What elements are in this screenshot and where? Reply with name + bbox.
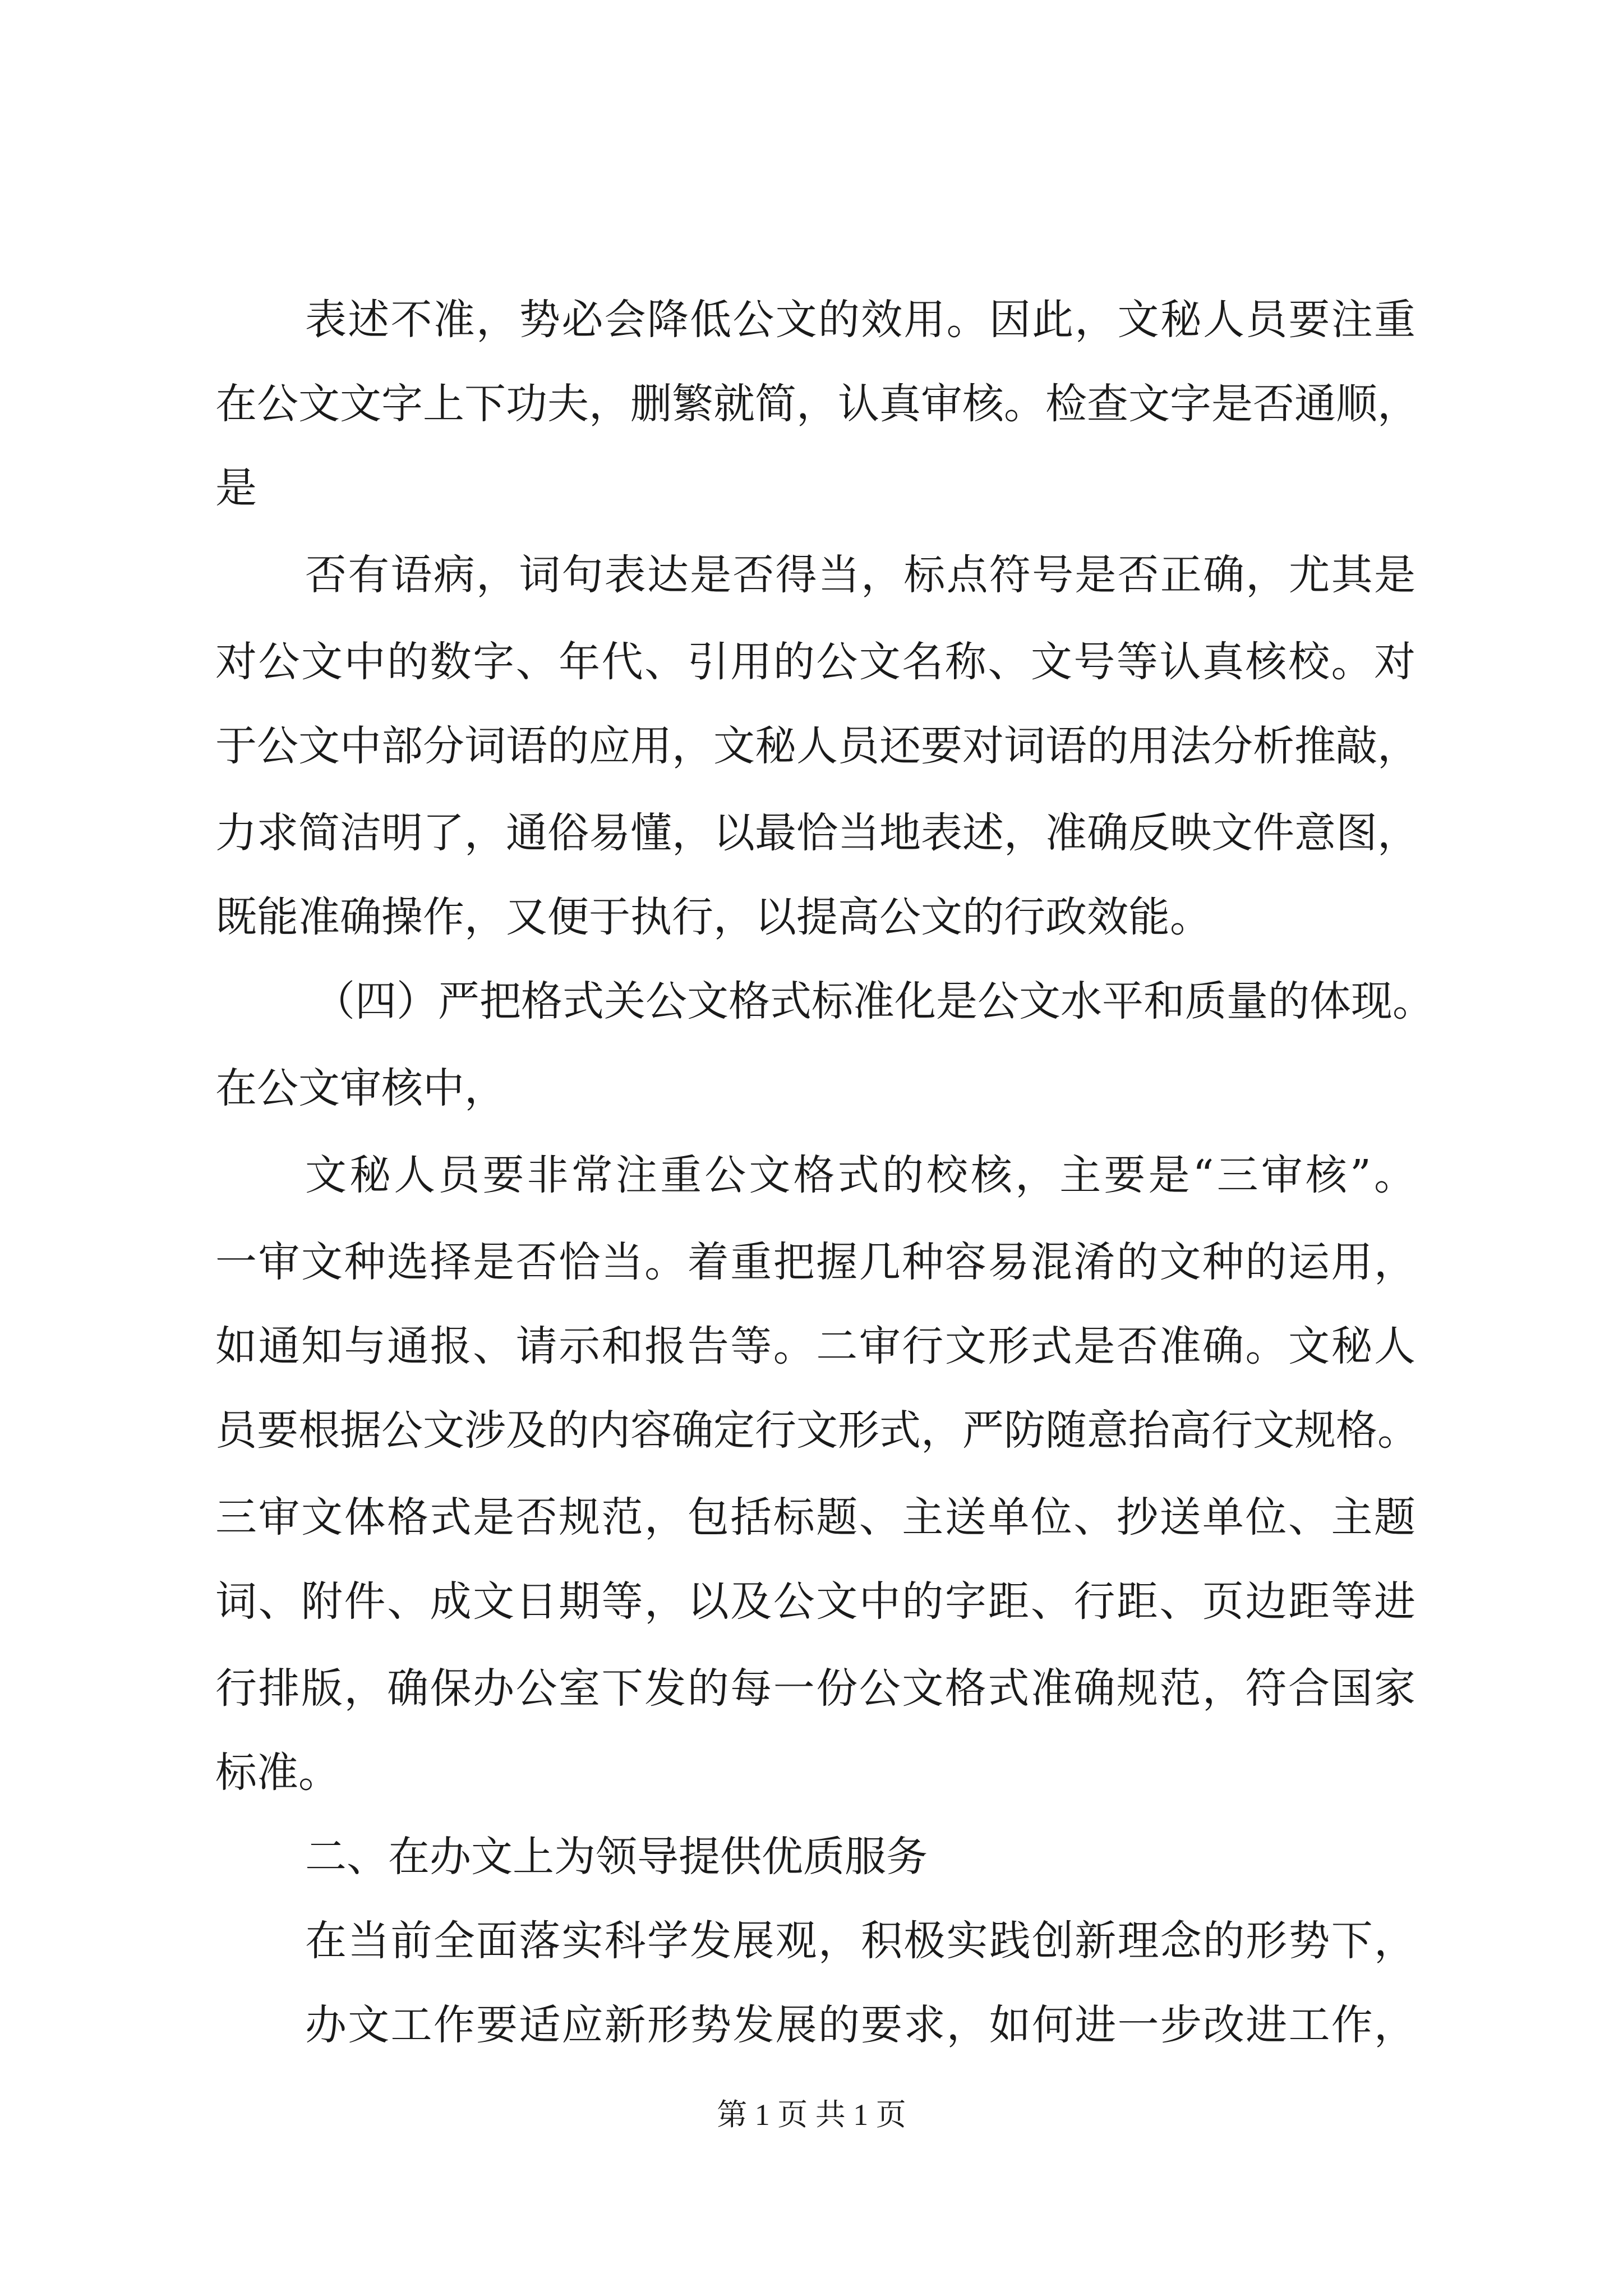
paragraph-line: 办文工作要适应新形势发展的要求，如何进一步改进工作， bbox=[305, 2001, 1415, 2049]
paragraph-line: 表述不准，势必会降低公文的效用。因此，文秘人员要注重 bbox=[305, 296, 1415, 344]
paragraph-line: 在公文文字上下功夫，删繁就简，认真审核。检查文字是否通顺， bbox=[215, 380, 1419, 428]
paragraph-line: 是 bbox=[215, 464, 257, 512]
paragraph-line: 三审文体格式是否规范，包括标题、主送单位、抄送单位、主题 bbox=[215, 1493, 1415, 1542]
section-heading-line: （四）严把格式关公文格式标准化是公文水平和质量的体现。 bbox=[313, 977, 1434, 1025]
paragraph-line: 文秘人员要非常注重公文格式的校核，主要是“三审核”。 bbox=[305, 1151, 1415, 1199]
paragraph-line: 标准。 bbox=[215, 1749, 340, 1797]
paragraph-line: 员要根据公文涉及的内容确定行文形式，严防随意抬高行文规格。 bbox=[215, 1406, 1419, 1455]
paragraph-line: 行排版，确保办公室下发的每一份公文格式准确规范，符合国家 bbox=[215, 1664, 1415, 1713]
paragraph-line: 如通知与通报、请示和报告等。二审行文形式是否准确。文秘人 bbox=[215, 1322, 1415, 1370]
paragraph-line: 在公文审核中， bbox=[215, 1064, 506, 1112]
paragraph-line: 在当前全面落实科学发展观，积极实践创新理念的形势下， bbox=[305, 1917, 1415, 1965]
paragraph-line: 既能准确操作，又便于执行，以提高公文的行政效能。 bbox=[215, 893, 1211, 941]
paragraph-line: 词、附件、成文日期等，以及公文中的字距、行距、页边距等进 bbox=[215, 1577, 1415, 1626]
paragraph-line: 一审文种选择是否恰当。着重把握几种容易混淆的文种的运用， bbox=[215, 1238, 1415, 1286]
paragraph-line: 于公文中部分词语的应用，文秘人员还要对词语的用法分析推敲， bbox=[215, 722, 1419, 770]
paragraph-line: 否有语病，词句表达是否得当，标点符号是否正确，尤其是 bbox=[305, 551, 1415, 599]
paragraph-line: 对公文中的数字、年代、引用的公文名称、文号等认真核校。对 bbox=[215, 638, 1415, 686]
section-heading-line: 二、在办文上为领导提供优质服务 bbox=[305, 1833, 928, 1881]
paragraph-line: 力求简洁明了，通俗易懂，以最恰当地表述，准确反映文件意图， bbox=[215, 809, 1419, 857]
page-footer: 第 1 页 共 1 页 bbox=[717, 2098, 906, 2132]
